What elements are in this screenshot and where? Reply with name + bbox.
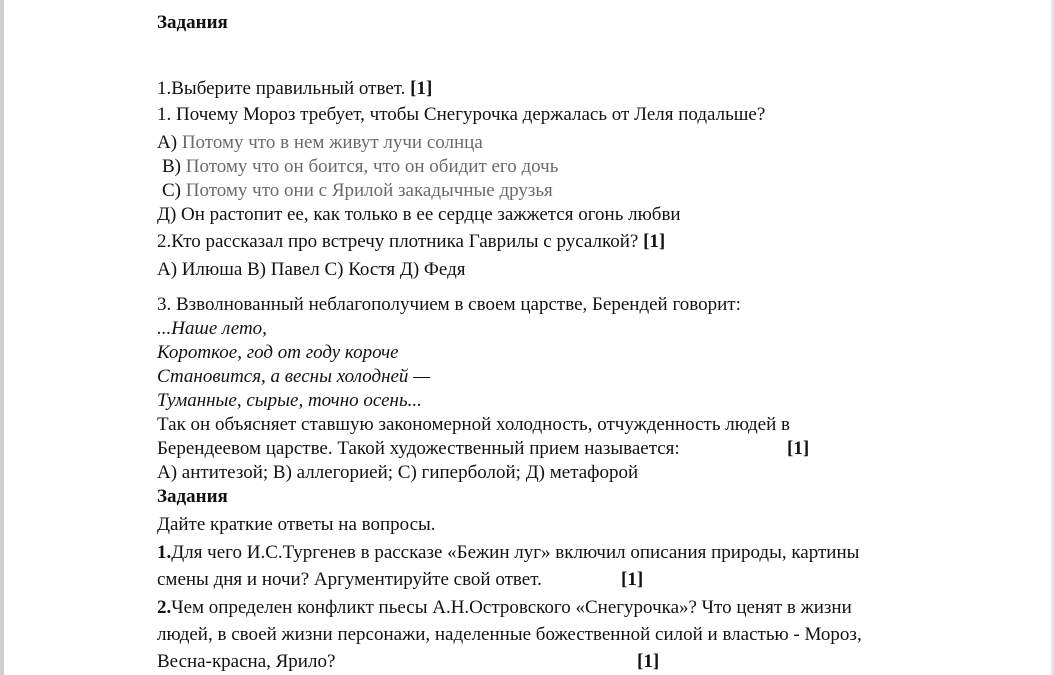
question-3-intro: 3. Взволнованный неблагополучием в своем царстве, Берендей говорит: <box>157 294 741 315</box>
question-2-score: [1] <box>643 231 666 252</box>
question-3-text-line-2: Берендеевом царстве. Такой художественный прием называется: <box>157 438 680 459</box>
quote-line-3: Становится, а весны холодней — <box>157 366 431 387</box>
q1-option-c-text: Потому что они с Ярилой закадычные друзья <box>185 180 553 201</box>
heading-tasks-1: Задания <box>157 12 228 33</box>
task-2-line-1-text: Чем определен конфликт пьесы А.Н.Островского «Снегурочка»? Что ценят в жизни <box>171 597 852 618</box>
task-1-score: [1] <box>621 569 644 590</box>
q1-option-a-letter: А) <box>157 132 178 153</box>
task-2-score: [1] <box>637 651 660 672</box>
task-2-line-2: людей, в своей жизни персонажи, наделенные божественной силой и властью - Мороз, <box>157 624 862 645</box>
page-left-border <box>0 0 4 675</box>
q1-option-d-text: Он растопит ее, как только в ее сердце зажжется огонь любви <box>181 204 681 225</box>
question-3-text-line-1: Так он объясняет ставшую закономерной холодность, отчужденность людей в <box>157 414 790 435</box>
instruction-score: [1] <box>410 78 433 99</box>
q1-option-b-text: Потому что он боится, что он обидит его дочь <box>185 156 559 177</box>
task-2-number: 2. <box>157 597 172 618</box>
task-1-line-2: смены дня и ночи? Аргументируйте свой ответ. <box>157 569 542 590</box>
question-1-text: 1. Почему Мороз требует, чтобы Снегурочка держалась от Леля подальше? <box>157 104 766 125</box>
task-1-number: 1. <box>157 542 172 563</box>
q1-option-a <box>157 132 483 154</box>
task-1-line-1-text: Для чего И.С.Тургенев в рассказе «Бежин луг» включил описания природы, картины <box>171 542 860 563</box>
question-2 <box>157 231 665 253</box>
instruction-short-answers: Дайте краткие ответы на вопросы. <box>157 514 436 535</box>
question-3-options: А) антитезой; В) аллегорией; С) гиперболой; Д) метафорой <box>157 462 639 483</box>
heading-tasks-2: Задания <box>157 486 228 507</box>
task-2-line-1 <box>157 597 852 619</box>
question-3-score: [1] <box>787 438 810 459</box>
q1-option-c-letter: С) <box>162 180 181 201</box>
instruction-choose-answer <box>157 78 432 100</box>
instruction-text: 1.Выберите правильный ответ. <box>157 78 406 99</box>
quote-line-2: Короткое, год от году короче <box>157 342 399 363</box>
q1-option-d <box>157 204 681 226</box>
q1-option-b-letter: В) <box>162 156 181 177</box>
quote-line-4: Туманные, сырые, точно осень... <box>157 390 422 411</box>
question-2-text: 2.Кто рассказал про встречу плотника Гаврилы с русалкой? <box>157 231 639 252</box>
q1-option-b <box>162 156 558 178</box>
quote-line-1: ...Наше лето, <box>157 318 267 339</box>
question-2-options: А) Илюша В) Павел С) Костя Д) Федя <box>157 259 466 280</box>
q1-option-c <box>162 180 553 202</box>
q1-option-a-text: Потому что в нем живут лучи солнца <box>181 132 483 153</box>
task-2-line-3: Весна-красна, Ярило? <box>157 651 336 672</box>
task-1-line-1 <box>157 542 859 564</box>
q1-option-d-letter: Д) <box>157 204 177 225</box>
